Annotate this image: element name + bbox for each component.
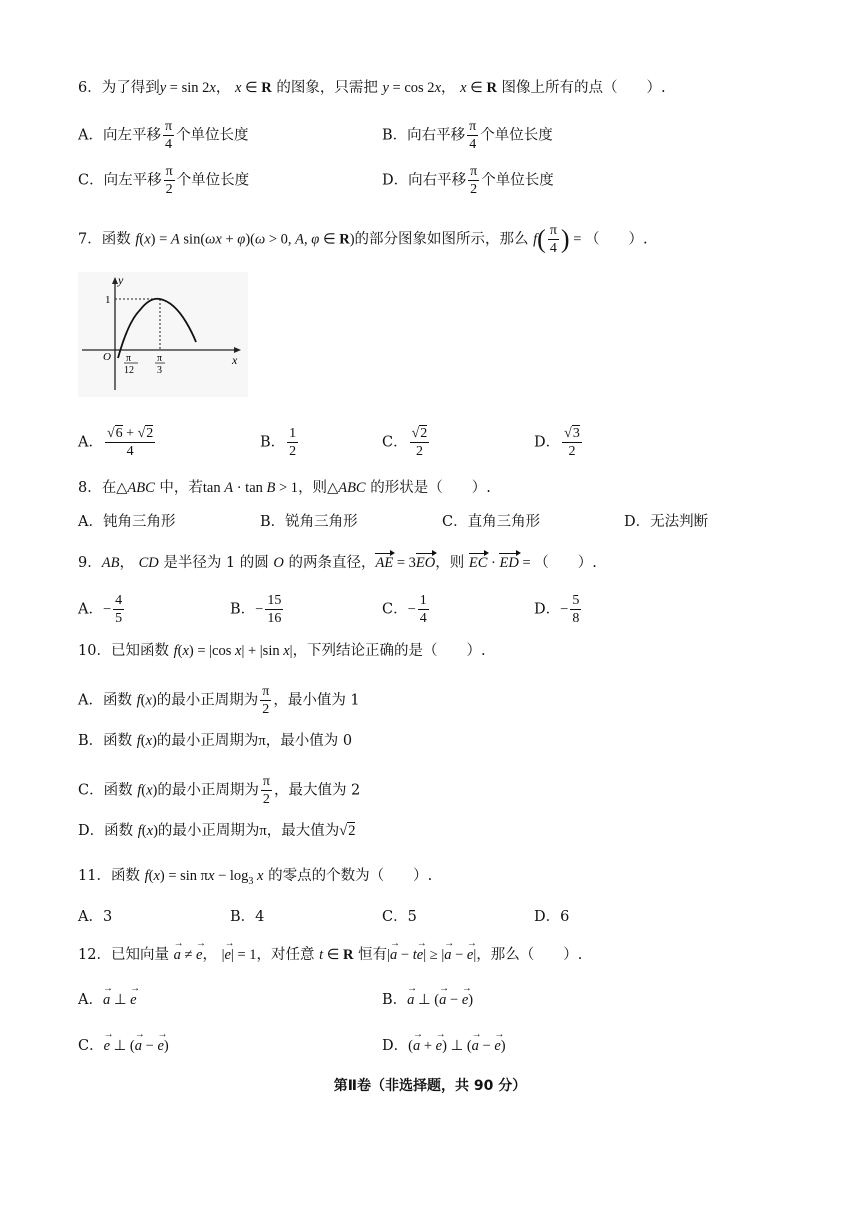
question-12-option-b[interactable]: B．→ a ⊥ (→ a − → e) [382, 988, 473, 1012]
question-8-option-a[interactable]: A．钝角三角形 [78, 514, 176, 530]
tick-pi-12-den: 12 [124, 365, 134, 376]
question-8-stem: 8．在△ABC 中，若tan A · tan B > 1，则△ABC 的形状是（ ）. [78, 480, 491, 496]
question-9-option-b[interactable]: B．− $\frac{15}{16}$ [230, 593, 282, 626]
question-10-option-c[interactable]: C．函数 f(x)的最小正周期为 $\frac{\pi}{2}$ ，最大值为 2 [78, 774, 361, 807]
question-7-stem: 7．函数 f(x) = A sin(ωx + φ)(ω > 0, A, φ ∈ R)的部分图象如图所示，那么 f( $\frac{\pi}{4}$ ) = （ ）. [78, 223, 648, 256]
question-6-option-c[interactable]: C．向左平移 $\frac{\pi}{2}$ 个单位长度 [78, 164, 250, 197]
section-title: 第Ⅱ卷（非选择题，共 90 分） [333, 1078, 527, 1094]
question-12-stem: 12．已知向量 → a ≠ → e， |→ e| = 1，对任意 t ∈ R 恒有|→ a − t→ e| ≥ |→ a − → e|，那么（ ）. [78, 943, 582, 967]
question-11-stem: 11．函数 $f(x) = \sin \pi x - \log_3 x$ 的零点的个数为（ ）. [78, 868, 433, 887]
origin-label: O [103, 351, 111, 363]
question-10-option-a[interactable]: A．函数 f(x)的最小正周期为 $\frac{\pi}{2}$ ，最小值为 1 [78, 684, 360, 717]
question-9-option-c[interactable]: C．− $\frac{1}{4}$ [382, 593, 427, 626]
question-11-option-b[interactable]: B．4 [230, 909, 265, 925]
graph-background [78, 272, 248, 397]
question-6-option-a[interactable]: A．向左平移 $\frac{\pi}{4}$ 个单位长度 [78, 119, 249, 152]
question-8-option-d[interactable]: D．无法判断 [624, 514, 709, 530]
question-7-option-d[interactable]: D． $\frac{√3}{2}$ [534, 426, 580, 459]
question-6-stem: 6．为了得到y = sin 2x， x ∈ R 的图象，只需把 y = cos 2x， x ∈ R 图像上所有的点（ ）. [78, 80, 666, 96]
tick-pi-12-num: π [126, 353, 132, 364]
question-11-option-a[interactable]: A．3 [78, 909, 113, 925]
question-6-option-b[interactable]: B．向右平移 $\frac{\pi}{4}$ 个单位长度 [382, 119, 553, 152]
question-10-option-b[interactable]: B．函数 f(x)的最小正周期为π，最小值为 0 [78, 733, 353, 749]
question-8-option-b[interactable]: B．锐角三角形 [260, 514, 358, 530]
tick-pi-3-den: 3 [157, 365, 162, 376]
question-9-option-d[interactable]: D．− $\frac{5}{8}$ [534, 593, 580, 626]
question-7-option-a[interactable]: A． $\frac{√6 + √2}{4}$ [78, 426, 154, 459]
question-7-option-c[interactable]: C． $\frac{√2}{2}$ [382, 426, 428, 459]
function-graph [78, 272, 248, 397]
question-6-option-d[interactable]: D．向右平移 $\frac{\pi}{2}$ 个单位长度 [382, 164, 554, 197]
question-10-stem: 10．已知函数 f(x) = |cos x| + |sin x|，下列结论正确的是（ ）. [78, 643, 486, 659]
tick-pi-3-num: π [157, 353, 163, 364]
y-tick-one: 1 [105, 294, 111, 306]
question-9-option-a[interactable]: A．− $\frac{4}{5}$ [78, 593, 123, 626]
y-label: y [118, 273, 124, 287]
question-10-option-d[interactable]: D．函数 f(x)的最小正周期为π，最大值为√2 [78, 823, 356, 839]
question-7-option-b[interactable]: B． $\frac{1}{2}$ [260, 426, 297, 459]
question-12-option-d[interactable]: D．(→ a + → e) ⊥ (→ a − → e) [382, 1034, 506, 1058]
x-label: x [232, 353, 238, 367]
question-12-option-c[interactable]: C．→ e ⊥ (→ a − → e) [78, 1034, 169, 1058]
question-8-option-c[interactable]: C．直角三角形 [442, 514, 541, 530]
question-11-option-c[interactable]: C．5 [382, 909, 417, 925]
question-11-option-d[interactable]: D．6 [534, 909, 570, 925]
question-9-stem: 9．AB， CD 是半径为 1 的圆 O 的两条直径，AE = 3EO，则 EC · ED = （ ）. [78, 551, 597, 575]
question-12-option-a[interactable]: A．→ a ⊥ → e [78, 988, 137, 1012]
